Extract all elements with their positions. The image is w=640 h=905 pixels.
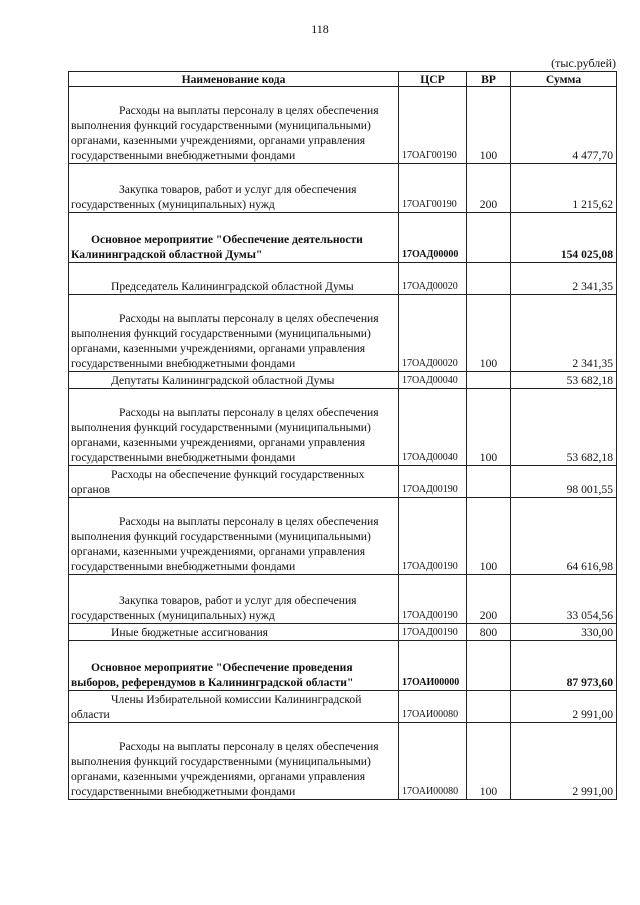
row-csr: 17ОАД00040 xyxy=(399,372,467,389)
row-csr: 17ОАД00020 xyxy=(399,295,467,372)
row-vr xyxy=(467,691,511,723)
row-csr: 17ОАД00020 xyxy=(399,263,467,295)
table-header-row xyxy=(69,72,617,87)
row-vr xyxy=(467,372,511,389)
row-csr: 17ОАД00190 xyxy=(399,575,467,624)
row-sum: 154 025,08 xyxy=(511,213,617,263)
table-row xyxy=(69,466,617,498)
row-vr xyxy=(467,263,511,295)
row-csr: 17ОАИ00000 xyxy=(399,641,467,691)
row-sum: 53 682,18 xyxy=(511,372,617,389)
row-name: Основное мероприятие "Обеспечение деятельности Калининградской областной Думы" xyxy=(69,213,399,263)
row-vr: 200 xyxy=(467,164,511,213)
table-row xyxy=(69,213,617,263)
row-sum: 2 341,35 xyxy=(511,263,617,295)
row-name: Расходы на обеспечение функций государственных органов xyxy=(69,466,399,498)
table-row xyxy=(69,372,617,389)
row-name: Депутаты Калининградской областной Думы xyxy=(69,372,399,389)
row-sum: 87 973,60 xyxy=(511,641,617,691)
row-sum: 64 616,98 xyxy=(511,498,617,575)
row-vr: 200 xyxy=(467,575,511,624)
row-csr: 17ОАД00190 xyxy=(399,498,467,575)
table-row xyxy=(69,498,617,575)
header-csr: ЦСР xyxy=(399,72,467,87)
row-vr xyxy=(467,466,511,498)
row-csr: 17ОАГ00190 xyxy=(399,164,467,213)
header-vr: ВР xyxy=(467,72,511,87)
row-csr: 17ОАИ00080 xyxy=(399,691,467,723)
row-csr: 17ОАД00190 xyxy=(399,624,467,641)
row-name: Расходы на выплаты персоналу в целях обеспечения выполнения функций государственными (муниципальными) органами, казенными учреждениями, органами управления государственными внебюджетными фондами xyxy=(69,87,399,164)
row-name: Расходы на выплаты персоналу в целях обеспечения выполнения функций государственными (муниципальными) органами, казенными учреждениями, органами управления государственными внебюджетными фондами xyxy=(69,389,399,466)
row-vr xyxy=(467,641,511,691)
table-row xyxy=(69,263,617,295)
row-sum: 330,00 xyxy=(511,624,617,641)
row-sum: 98 001,55 xyxy=(511,466,617,498)
row-sum: 53 682,18 xyxy=(511,389,617,466)
row-name: Члены Избирательной комиссии Калининградской области xyxy=(69,691,399,723)
row-vr xyxy=(467,213,511,263)
row-vr: 100 xyxy=(467,295,511,372)
row-csr: 17ОАИ00080 xyxy=(399,723,467,800)
table-row xyxy=(69,575,617,624)
table-row xyxy=(69,389,617,466)
row-csr: 17ОАГ00190 xyxy=(399,87,467,164)
units-label: (тыс.рублей) xyxy=(551,56,616,70)
header-name: Наименование кода xyxy=(69,72,399,87)
row-name: Иные бюджетные ассигнования xyxy=(69,624,399,641)
row-vr: 100 xyxy=(467,87,511,164)
table-row xyxy=(69,87,617,164)
table-row xyxy=(69,624,617,641)
budget-table xyxy=(68,71,617,800)
row-name: Расходы на выплаты персоналу в целях обеспечения выполнения функций государственными (муниципальными) органами, казенными учреждениями, органами управления государственными внебюджетными фондами xyxy=(69,295,399,372)
row-vr: 100 xyxy=(467,498,511,575)
header-sum: Сумма xyxy=(511,72,617,87)
table-row xyxy=(69,691,617,723)
page-number: 118 xyxy=(311,22,329,36)
row-sum: 2 991,00 xyxy=(511,691,617,723)
table-row xyxy=(69,723,617,800)
row-sum: 2 991,00 xyxy=(511,723,617,800)
table-row xyxy=(69,295,617,372)
row-name: Председатель Калининградской областной Думы xyxy=(69,263,399,295)
row-vr: 800 xyxy=(467,624,511,641)
row-name: Расходы на выплаты персоналу в целях обеспечения выполнения функций государственными (муниципальными) органами, казенными учреждениями, органами управления государственными внебюджетными фондами xyxy=(69,498,399,575)
row-sum: 4 477,70 xyxy=(511,87,617,164)
row-name: Закупка товаров, работ и услуг для обеспечения государственных (муниципальных) нужд xyxy=(69,164,399,213)
row-vr: 100 xyxy=(467,723,511,800)
row-csr: 17ОАД00040 xyxy=(399,389,467,466)
row-sum: 1 215,62 xyxy=(511,164,617,213)
row-name: Основное мероприятие "Обеспечение проведения выборов, референдумов в Калининградской области" xyxy=(69,641,399,691)
row-csr: 17ОАД00190 xyxy=(399,466,467,498)
table-row xyxy=(69,641,617,691)
table-row xyxy=(69,164,617,213)
row-name: Закупка товаров, работ и услуг для обеспечения государственных (муниципальных) нужд xyxy=(69,575,399,624)
row-sum: 33 054,56 xyxy=(511,575,617,624)
row-sum: 2 341,35 xyxy=(511,295,617,372)
row-csr: 17ОАД00000 xyxy=(399,213,467,263)
row-vr: 100 xyxy=(467,389,511,466)
row-name: Расходы на выплаты персоналу в целях обеспечения выполнения функций государственными (муниципальными) органами, казенными учреждениями, органами управления государственными внебюджетными фондами xyxy=(69,723,399,800)
